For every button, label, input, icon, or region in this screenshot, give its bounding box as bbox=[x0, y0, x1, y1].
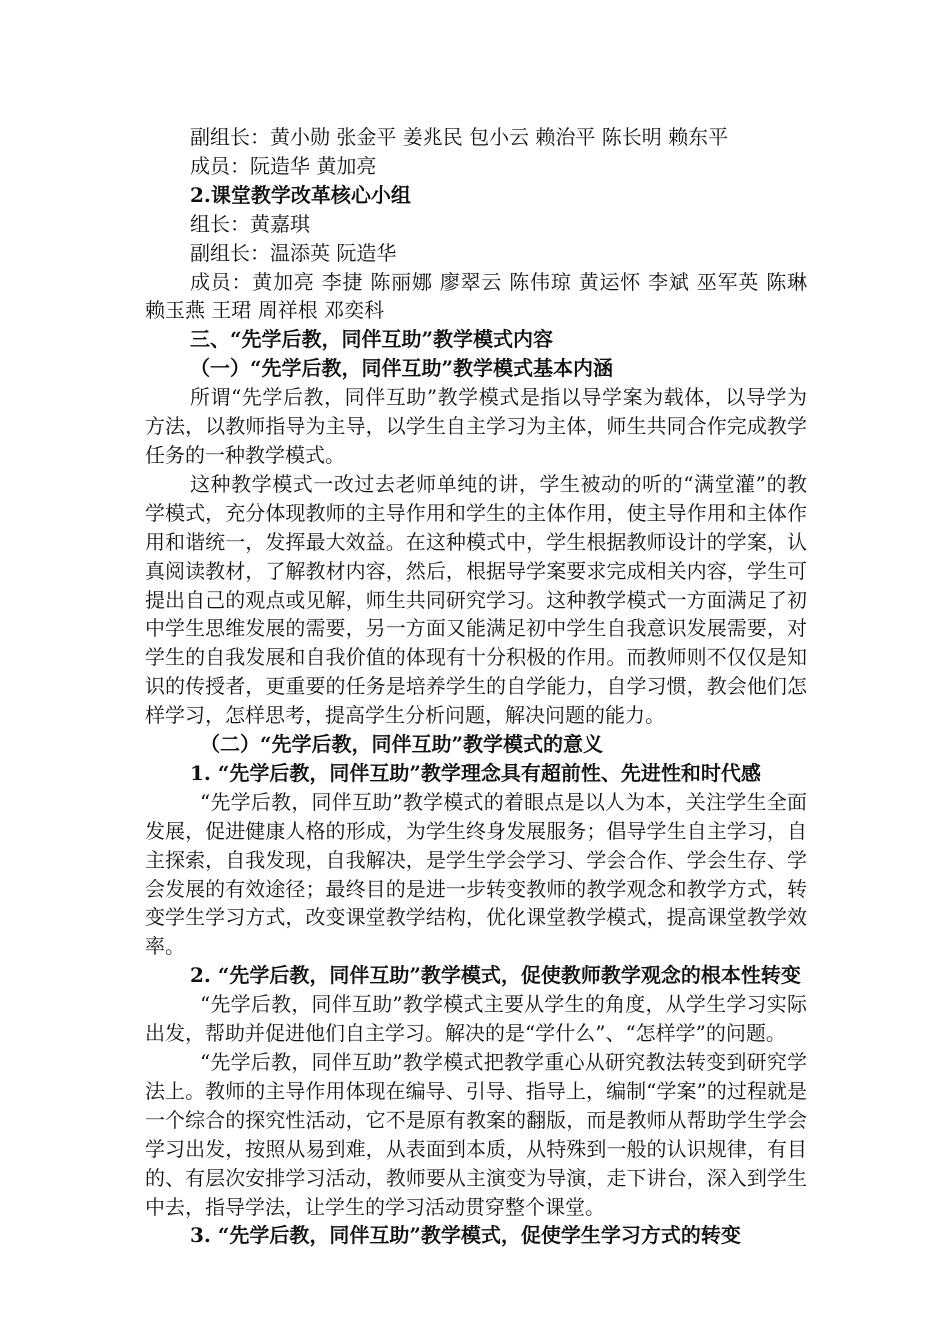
point-heading-3: 3. “先学后教，同伴互助”教学模式，促使学生学习方式的转变 bbox=[190, 1223, 741, 1248]
point-heading-2: 2. “先学后教，同伴互助”教学模式，促使教师教学观念的根本性转变 bbox=[190, 963, 801, 988]
subsection-heading-2: （二）“先学后教，同伴互助”教学模式的意义 bbox=[200, 732, 604, 757]
chapter-heading-3: 三、“先学后教，同伴互助”教学模式内容 bbox=[190, 327, 554, 352]
definition-paragraph: 所谓“先学后教，同伴互助”教学模式是指以导学案为载体，以导学为方法，以教师指导为主导，以学生自主学习为主体，师生共同合作完成教学任务的一种教学模式。 bbox=[145, 385, 807, 467]
members-line: 成员：阮造华 黄加亮 bbox=[190, 153, 377, 178]
point-2-paragraph-a: “先学后教，同伴互助”教学模式主要从学生的角度，从学生学习实际出发，帮助并促进他们自主学习。解决的是“学什么”、“怎样学”的问题。 bbox=[145, 992, 807, 1046]
point-2-paragraph-b: “先学后教，同伴互助”教学模式把教学重心从研究教法转变到研究学法上。教师的主导作用体现在编导、引导、指导上，编制“学案”的过程就是一个综合的探究性活动，它不是原有教案的翻版，而是教师从帮助学生学会学习出发，按照从易到难，从表面到本质，从特殊到一般的认识规律，有目的、有层次安排学习活动，教师要从主演变为导演，走下讲台，深入到学生中去，指导学法，让学生的学习活动贯穿整个课堂。 bbox=[145, 1050, 807, 1219]
core-members-paragraph: 成员：黄加亮 李捷 陈丽娜 廖翠云 陈伟琼 黄运怀 李斌 巫军英 陈琳 赖玉燕 王珺 周祥根 邓奕科 bbox=[145, 269, 807, 323]
description-paragraph: 这种教学模式一改过去老师单纯的讲，学生被动的听的“满堂灌”的教学模式，充分体现教师的主导作用和学生的主体作用，使主导作用和主体作用和谐统一，发挥最大效益。在这种模式中，学生根据教师设计的学案，认真阅读教材，了解教材内容，然后，根据导学案要求完成相关内容，学生可提出自己的观点或见解，师生共同研究学习。这种教学模式一方面满足了初中学生思维发展的需要，另一方面又能满足初中学生自我意识发展需要，对学生的自我发展和自我价值的体现有十分积极的作用。而教师则不仅仅是知识的传授者，更重要的任务是培养学生的自学能力，自学习惯，教会他们怎样学习，怎样思考，提高学生分析问题，解决问题的能力。 bbox=[145, 471, 807, 728]
subsection-heading-1: （一）“先学后教，同伴互助”教学模式基本内涵 bbox=[190, 356, 614, 381]
point-heading-1: 1. “先学后教，同伴互助”教学理念具有超前性、先进性和时代感 bbox=[190, 760, 761, 785]
section-heading-core-group: 2.课堂教学改革核心小组 bbox=[190, 182, 411, 207]
group-leader-line: 组长：黄嘉琪 bbox=[190, 211, 310, 236]
deputy-leaders-line: 副组长：黄小勋 张金平 姜兆民 包小云 赖治平 陈长明 赖东平 bbox=[190, 125, 729, 149]
deputy-group-leader-line: 副组长：温添英 阮造华 bbox=[190, 240, 397, 265]
point-1-paragraph: “先学后教，同伴互助”教学模式的着眼点是以人为本，关注学生全面发展，促进健康人格的形成，为学生终身发展服务；倡导学生自主学习，自主探索，自我发现，自我解决，是学生学会学习、学会合作、学会生存、学会发展的有效途径；最终目的是进一步转变教师的教学观念和教学方式，转变学生学习方式，改变课堂教学结构，优化课堂教学模式，提高课堂教学效率。 bbox=[145, 789, 807, 959]
